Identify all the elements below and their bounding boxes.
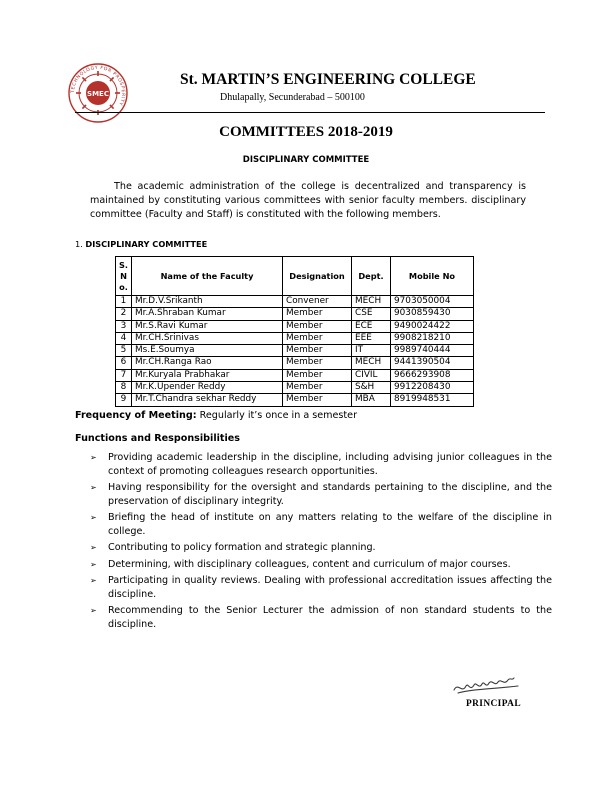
logo-ring-text: TECHNOLOGY FOR PROSPERITY: [70, 65, 126, 107]
document-subtitle: DISCIPLINARY COMMITTEE: [242, 155, 370, 165]
cell-designation: Member: [283, 345, 352, 357]
cell-mobile: 9908218210: [391, 332, 474, 344]
college-address: Dhulapally, Secunderabad – 500100: [220, 92, 365, 103]
responsibility-text: Determining, with disciplinary colleagues, content and curriculum of major courses.: [108, 558, 511, 570]
intro-paragraph: The academic administration of the college is decentralized and transparency is maintained by constituting various committees with senior faculty members. disciplinary committee (Faculty and Staff) is constituted with the following members.: [90, 181, 526, 220]
cell-mobile: 9989740444: [391, 345, 474, 357]
committee-members-table: [115, 256, 474, 407]
arrow-bullet-icon: ➢: [90, 606, 97, 615]
list-item: [90, 558, 552, 572]
cell-name: Mr.T.Chandra sekhar Reddy: [132, 394, 283, 406]
cell-sno: 9: [116, 394, 132, 406]
table-row: [116, 320, 474, 332]
header-designation: Designation: [283, 257, 352, 296]
cell-sno: 7: [116, 369, 132, 381]
cell-designation: Member: [283, 357, 352, 369]
cell-dept: S&H: [352, 382, 391, 394]
list-item: [90, 604, 552, 631]
list-item: [90, 511, 552, 538]
cell-name: Mr.D.V.Srikanth: [132, 296, 283, 308]
cell-mobile: 8919948531: [391, 394, 474, 406]
responsibilities-list: [90, 451, 552, 634]
responsibility-text: Participating in quality reviews. Dealing with professional accreditation issues affecting the discipline.: [108, 575, 552, 600]
header-mobile: Mobile No: [391, 257, 474, 296]
table-row: [116, 382, 474, 394]
cell-designation: Member: [283, 320, 352, 332]
arrow-bullet-icon: ➢: [90, 576, 97, 585]
cell-mobile: 9912208430: [391, 382, 474, 394]
cell-dept: MECH: [352, 357, 391, 369]
arrow-bullet-icon: ➢: [90, 483, 97, 492]
table-row: [116, 332, 474, 344]
responsibility-text: Contributing to policy formation and strategic planning.: [108, 542, 376, 553]
cell-dept: MECH: [352, 296, 391, 308]
cell-name: Ms.E.Soumya: [132, 345, 283, 357]
responsibility-text: Having responsibility for the oversight and standards pertaining to the discipline, and the preservation of disciplinary integrity.: [108, 482, 552, 507]
signatory-title: PRINCIPAL: [466, 699, 521, 709]
cell-dept: ECE: [352, 320, 391, 332]
document-title: COMMITTEES 2018-2019: [219, 124, 393, 140]
cell-sno: 8: [116, 382, 132, 394]
cell-sno: 6: [116, 357, 132, 369]
table-row: [116, 296, 474, 308]
table-header-row: [116, 257, 474, 296]
cell-name: Mr.CH.Ranga Rao: [132, 357, 283, 369]
arrow-bullet-icon: ➢: [90, 559, 97, 569]
college-name: St. MARTIN’S ENGINEERING COLLEGE: [180, 71, 476, 88]
header-divider: [75, 112, 545, 113]
header-name: Name of the Faculty: [132, 257, 283, 296]
cell-dept: IT: [352, 345, 391, 357]
table-row: [116, 357, 474, 369]
section-heading: [75, 239, 207, 249]
cell-designation: Member: [283, 308, 352, 320]
arrow-bullet-icon: ➢: [90, 543, 97, 552]
cell-name: Mr.S.Ravi Kumar: [132, 320, 283, 332]
cell-dept: EEE: [352, 332, 391, 344]
header-sno-line: o.: [119, 281, 128, 292]
section-number: 1.: [75, 239, 83, 249]
functions-heading: Functions and Responsibilities: [75, 433, 240, 444]
cell-mobile: 9441390504: [391, 357, 474, 369]
list-item: [90, 451, 552, 478]
table-row: [116, 308, 474, 320]
arrow-bullet-icon: ➢: [90, 453, 97, 462]
cell-mobile: 9666293908: [391, 369, 474, 381]
cell-sno: 1: [116, 296, 132, 308]
cell-name: Mr.Kuryala Prabhakar: [132, 369, 283, 381]
list-item: [90, 481, 552, 508]
cell-designation: Convener: [283, 296, 352, 308]
principal-signature: [448, 672, 528, 698]
responsibility-text: Recommending to the Senior Lecturer the admission of non standard students to the discipline.: [108, 605, 552, 630]
cell-sno: 5: [116, 345, 132, 357]
header-sno-line: N: [120, 270, 127, 281]
header-sno-line: S.: [118, 259, 128, 270]
cell-sno: 3: [116, 320, 132, 332]
list-item: [90, 574, 552, 601]
cell-name: Mr.K.Upender Reddy: [132, 382, 283, 394]
responsibility-text: Providing academic leadership in the discipline, including advising junior colleagues in the context of promoting colleagues research opportunities.: [108, 452, 552, 477]
table-row: [116, 345, 474, 357]
cell-designation: Member: [283, 382, 352, 394]
section-title: DISCIPLINARY COMMITTEE: [85, 239, 208, 249]
table-row: [116, 369, 474, 381]
cell-mobile: 9490024422: [391, 320, 474, 332]
cell-designation: Member: [283, 394, 352, 406]
meeting-frequency: [75, 410, 357, 421]
cell-mobile: 9030859430: [391, 308, 474, 320]
cell-dept: CSE: [352, 308, 391, 320]
cell-sno: 4: [116, 332, 132, 344]
arrow-bullet-icon: ➢: [90, 513, 97, 522]
cell-name: Mr.CH.Srinivas: [132, 332, 283, 344]
frequency-label: Frequency of Meeting:: [75, 410, 197, 421]
frequency-value: Regularly it’s once in a semester: [199, 410, 358, 421]
cell-dept: MBA: [352, 394, 391, 406]
cell-name: Mr.A.Shraban Kumar: [132, 308, 283, 320]
cell-sno: 2: [116, 308, 132, 320]
list-item: [90, 541, 552, 555]
logo-monogram: SMEC: [87, 90, 109, 98]
cell-dept: CIVIL: [352, 369, 391, 381]
cell-designation: Member: [283, 369, 352, 381]
header-dept: Dept.: [352, 257, 391, 296]
header-sno: [116, 257, 132, 296]
cell-mobile: 9703050004: [391, 296, 474, 308]
table-row: [116, 394, 474, 406]
college-logo-icon: [67, 62, 129, 124]
responsibility-text: Briefing the head of institute on any matters relating to the welfare of the discipline in college.: [108, 512, 552, 537]
cell-designation: Member: [283, 332, 352, 344]
